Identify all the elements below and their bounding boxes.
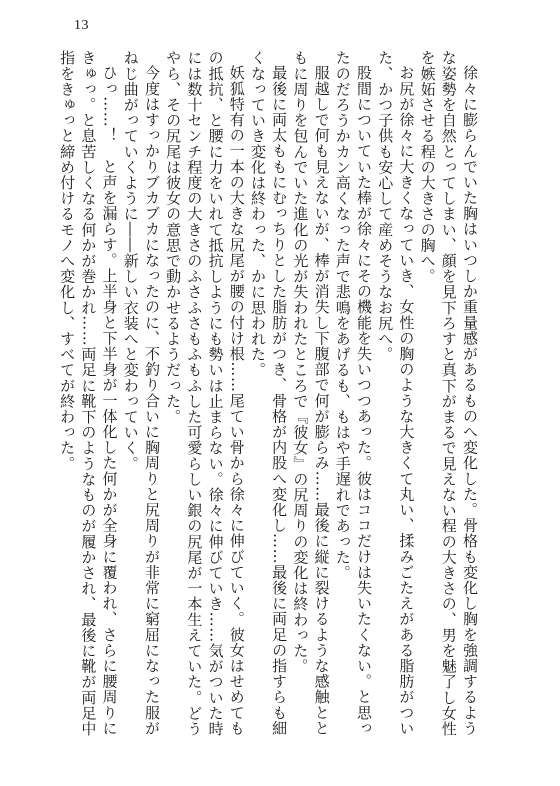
novel-body-text (58, 50, 480, 750)
paragraph: 今度はすっかりブカブカになったのに、不釣り合いに胸周りと尻周りが非常に窮屈になった服がねじ曲がっていくように――新しい衣装へと変わっていく。 (121, 50, 161, 736)
page-number: 13 (74, 18, 89, 33)
paragraph: 徐々に膨らんでいた胸はいつしか重量感があるものへ変化した。骨格も変化し胸を強調するような姿勢を自然とってしまい、顔を見下ろすと真下がまるで見えない程の大きさの、男を魅了し女性を嫉妬させる程の大きさの胸へ。 (418, 50, 479, 737)
paragraph: お尻が徐々に大きくなっていき、女性の胸のような大きくて丸い、揉みごたえがある脂肪がついた、かつ子供も安心して産めそうなお尻へ。 (376, 50, 416, 736)
paragraph: ひっ……！ と声を漏らす。上半身と下半身が一体化した何かが全身に覆われ、さらに腰周りにきゅっ。と息苦しくなる何かが巻かれ……両足に靴下のようなものが履かされ、最後に靴が両足中指をきゅっと締め付けるモノへ変化し、すべてが終わった。 (58, 50, 119, 737)
paragraph: 股間についていた棒が徐々にその機能を失いつつあった。彼はココだけは失いたくない。と思ったのだろうかカン高くなった声で悲鳴をあげるも、もはや手遅れであった。 (333, 50, 373, 736)
paragraph: 最後に両太ももにむっちりとした脂肪がつき、骨格が内股へ変化し……最後に両足の指すらも細くなっていき変化は終わった、かに思われた。 (248, 50, 289, 736)
paragraph: 妖狐特有の一本の大きな尻尾が腰の付け根……尾てい骨から徐々に伸びていく。彼女はせめてもの抵抗、と腰に力をいれて抵抗しようにも勢いは止まらない。徐々に伸びていき……気がついた時には数十センチ程度の大きさのふさふさもふもふした可愛らしい銀の尻尾が一本生えていた。どうやら、その尻尾は彼女の意思で動かせるようだった。 (164, 50, 246, 737)
paragraph: 服越しで何も見えないが、棒が消失し下腹部で何が膨らみ……最後に縦に裂けるような感触とともに周りを包んでいた進化の光が失われたところで『彼女』の尻周りの変化は終わった。 (291, 50, 331, 736)
